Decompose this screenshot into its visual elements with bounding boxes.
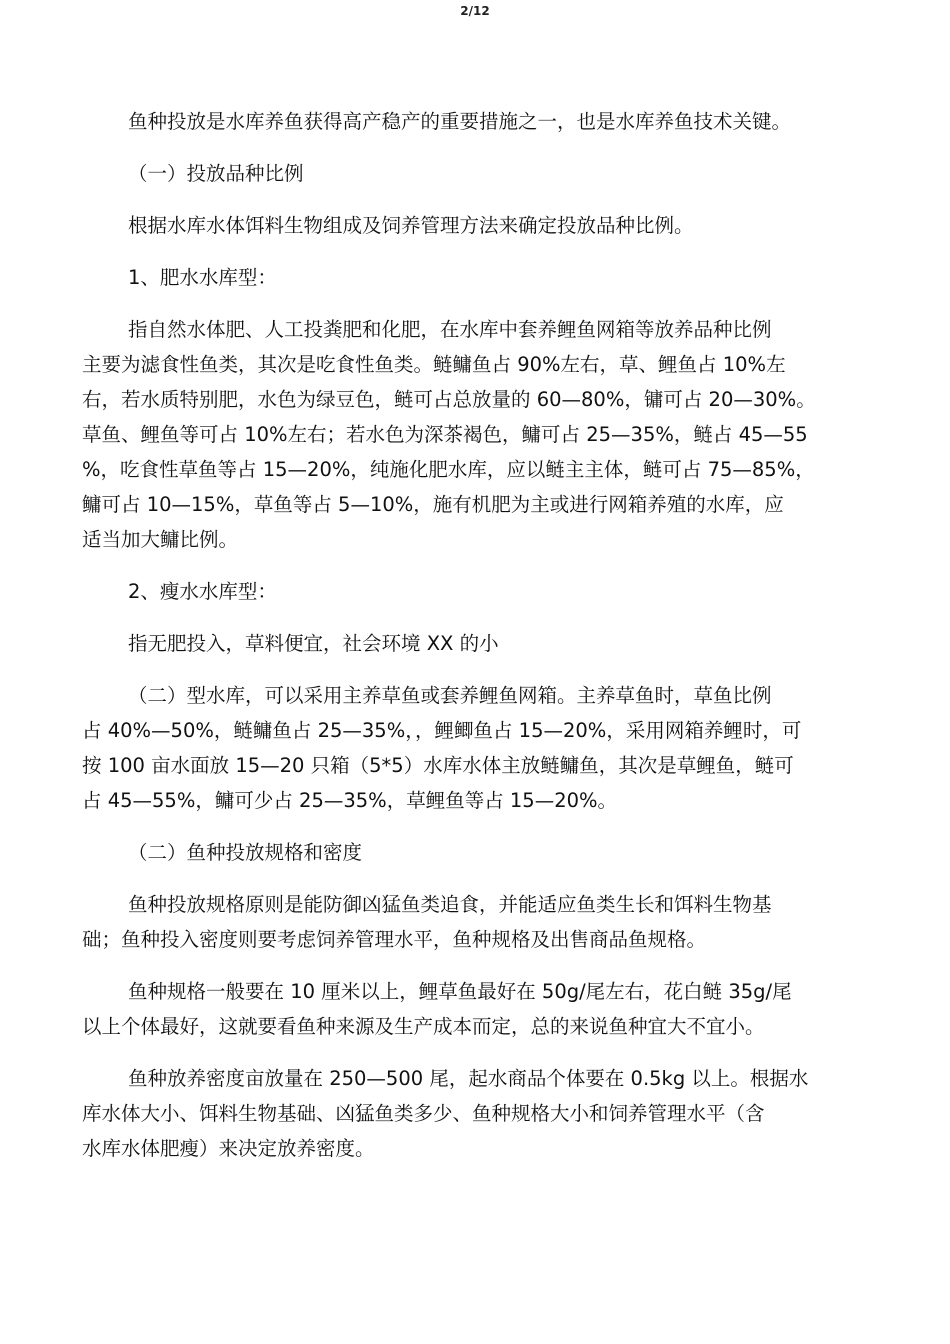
paragraph-line: 指无肥投入，草料便宜，社会环境 XX 的小 (128, 632, 499, 655)
paragraph-line: 鱼种投放规格原则是能防御凶猛鱼类追食，并能适应鱼类生长和饵料生物基 (128, 893, 772, 916)
paragraph-line: 水库水体肥瘦）来决定放养密度。 (82, 1137, 375, 1160)
paragraph-line: 占 45—55%，鳙可少占 25—35%，草鲤鱼等占 15—20%。 (82, 789, 618, 812)
heading-species-ratio (82, 156, 872, 191)
paragraph-line: 草鱼、鲤鱼等可占 10%左右；若水色为深茶褐色，鳙可占 25—35%，鲢占 45—55 (82, 423, 808, 446)
lean-reservoir-paragraph (82, 678, 872, 818)
paragraph-line: 2、瘦水水库型： (128, 580, 277, 603)
paragraph-line: （二）鱼种投放规格和密度 (128, 841, 363, 864)
paragraph-line: 主要为滤食性鱼类，其次是吃食性鱼类。鲢鳙鱼占 90%左右，草、鲤鱼占 10%左 (82, 353, 786, 376)
species-ratio-basis (82, 208, 872, 243)
intro-paragraph (82, 104, 872, 139)
paragraph-line: 以上个体最好，这就要看鱼种来源及生产成本而定，总的来说鱼种宜大不宜小。 (82, 1015, 765, 1038)
paragraph-line: 根据水库水体饵料生物组成及饲养管理方法来确定投放品种比例。 (128, 214, 694, 237)
density-paragraph (82, 1061, 872, 1166)
fertile-reservoir-paragraph (82, 312, 872, 557)
paragraph-line: （一）投放品种比例 (128, 162, 304, 185)
document-body (82, 104, 872, 1183)
paragraph-line: 适当加大鳙比例。 (82, 528, 239, 551)
paragraph-line: 鱼种投放是水库养鱼获得高产稳产的重要措施之一，也是水库养鱼技术关键。 (128, 110, 792, 133)
heading-lean-reservoir (82, 574, 872, 609)
paragraph-line: 鱼种规格一般要在 10 厘米以上，鲤草鱼最好在 50g/尾左右，花白鲢 35g/尾 (128, 980, 792, 1003)
heading-size-density (82, 835, 872, 870)
paragraph-line: 指自然水体肥、人工投粪肥和化肥，在水库中套养鲤鱼网箱等放养品种比例 (128, 318, 772, 341)
size-principle-paragraph (82, 887, 872, 957)
heading-fertile-reservoir (82, 260, 872, 295)
paragraph-line: %，吃食性草鱼等占 15—20%，纯施化肥水库，应以鲢主主体，鲢可占 75—85%， (82, 458, 815, 481)
paragraph-line: 右，若水质特别肥，水色为绿豆色，鲢可占总放量的 60—80%，镛可占 20—30%。 (82, 388, 816, 411)
paragraph-line: （二）型水库，可以采用主养草鱼或套养鲤鱼网箱。主养草鱼时，草鱼比例 (128, 684, 772, 707)
page-number: 2/12 (460, 4, 490, 18)
paragraph-line: 1、肥水水库型： (128, 266, 277, 289)
paragraph-line: 占 40%—50%，鲢鳙鱼占 25—35%，，鲤鲫鱼占 15—20%，采用网箱养鲤时，可 (82, 719, 802, 742)
paragraph-line: 础；鱼种投入密度则要考虑饲养管理水平，鱼种规格及出售商品鱼规格。 (82, 928, 707, 951)
paragraph-line: 鱼种放养密度亩放量在 250—500 尾，起水商品个体要在 0.5kg 以上。根据水 (128, 1067, 809, 1090)
size-spec-paragraph (82, 974, 872, 1044)
lean-reservoir-intro (82, 626, 872, 661)
paragraph-line: 按 100 亩水面放 15—20 只箱（5*5）水库水体主放鲢鳙鱼，其次是草鲤鱼，鲢可 (82, 754, 794, 777)
paragraph-line: 库水体大小、饵料生物基础、凶猛鱼类多少、鱼种规格大小和饲养管理水平（含 (82, 1102, 765, 1125)
paragraph-line: 鳙可占 10—15%，草鱼等占 5—10%，施有机肥为主或进行网箱养殖的水库，应 (82, 493, 784, 516)
